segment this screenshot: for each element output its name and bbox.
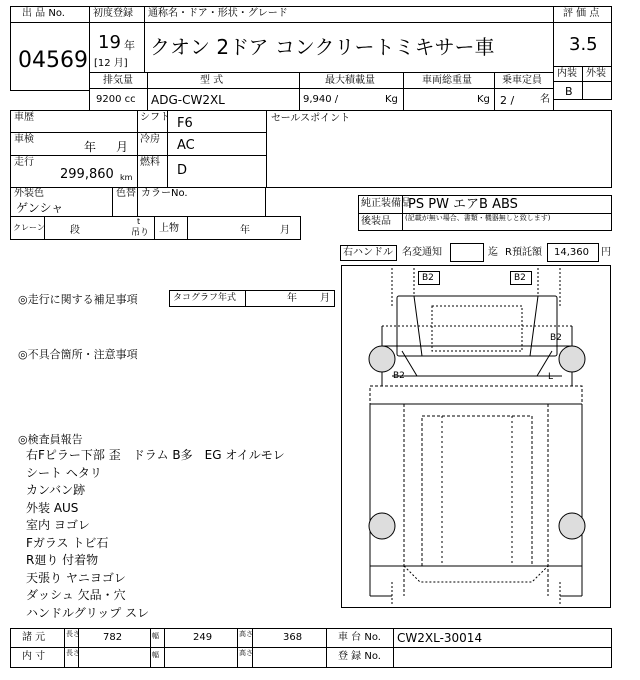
- mark-b2-left-side: B2: [393, 371, 405, 381]
- gross-unit: Kg: [477, 94, 490, 105]
- body-year: 年: [240, 225, 250, 236]
- body-month: 月: [280, 225, 290, 236]
- max-load-unit: Kg: [385, 94, 398, 105]
- interior-label: 内装: [557, 68, 577, 79]
- crane-ton: t: [137, 217, 141, 226]
- interior-grade: B: [565, 85, 573, 98]
- defect-notes-label: ◎不具合箇所・注意事項: [18, 348, 138, 361]
- report-line: 室内 ヨゴレ: [26, 518, 90, 532]
- dims-label: 諸 元: [22, 632, 46, 643]
- crane-stage: 段: [70, 225, 80, 236]
- mileage-value: 299,860: [60, 167, 114, 182]
- equipment-value: PS PW エアB ABS: [408, 197, 518, 212]
- history-label: 車歴: [14, 112, 34, 123]
- inspection-label: 車検: [14, 134, 34, 145]
- report-line: ハンドルグリップ スレ: [26, 605, 150, 620]
- report-line: カンバン跡: [26, 483, 86, 497]
- capacity-value: 2 /: [500, 94, 515, 107]
- reg-no-label: 登 録 No.: [338, 651, 381, 662]
- max-load-value: 9,940 /: [303, 94, 339, 105]
- mark-b2-front-right: B2: [510, 271, 532, 285]
- mark-b2-right-side: B2: [550, 333, 562, 343]
- model-label: 型 式: [200, 75, 224, 86]
- report-line: 右Fピラー下部 歪 ドラム B多 EG オイルモレ: [26, 448, 285, 462]
- truck-outline: [342, 266, 610, 607]
- inner-height-label: 高さ: [239, 649, 253, 657]
- displacement-label: 排気量: [103, 75, 133, 86]
- length-label: 長さ: [66, 630, 80, 638]
- color-label: 外装色: [14, 188, 44, 199]
- footer-table: [10, 628, 612, 668]
- body-label: 上物: [159, 223, 179, 234]
- rename-label: 名変通知: [402, 247, 442, 258]
- aftermarket-label: 後装品: [361, 216, 391, 227]
- handle-value: 右ハンドル: [343, 247, 393, 258]
- r-deposit-unit: 円: [601, 247, 611, 258]
- equipment-label: 純正装備品: [361, 198, 411, 209]
- capacity-label: 乗車定員: [502, 75, 542, 86]
- aftermarket-note: (記載が無い場合、書類・機器無しと致します): [405, 214, 551, 222]
- color-change-label: 色替: [116, 188, 136, 199]
- shift-label: シフト: [140, 112, 170, 123]
- capacity-unit: 名: [540, 94, 550, 105]
- color-value: ゲンシャ: [16, 201, 64, 215]
- tachograph-label: タコグラフ年式: [173, 293, 237, 303]
- reg-year: 19: [98, 32, 121, 53]
- max-load-label: 最大積載量: [325, 75, 375, 86]
- cooler-label: 冷房: [140, 134, 160, 145]
- rename-box: [450, 243, 484, 262]
- inner-dims-label: 内 寸: [22, 651, 46, 662]
- displacement-value: 9200 cc: [96, 94, 136, 105]
- car-name: クオン 2ドア コンクリートミキサー車: [150, 35, 495, 59]
- score-label: 評 価 点: [563, 8, 600, 19]
- shift-value: F6: [177, 116, 193, 131]
- vehicle-diagram: [341, 265, 611, 608]
- crane-row: [10, 216, 301, 240]
- report-line: Fガラス トビ石: [26, 535, 109, 550]
- crane-lift: 吊り: [131, 228, 150, 238]
- driving-notes-label: ◎走行に関する補足事項: [18, 293, 138, 306]
- inner-length-label: 長さ: [66, 649, 80, 657]
- model-value: ADG-CW2XL: [151, 93, 225, 107]
- deadline-label: 迄: [488, 247, 498, 258]
- report-line: R廻り 付着物: [26, 553, 99, 567]
- length-value: 782: [103, 632, 123, 643]
- color-code-label: カラーNo.: [141, 188, 188, 199]
- inspection-year: 年: [84, 140, 97, 154]
- lot-number: 04569: [18, 48, 88, 73]
- car-name-label: 通称名・ドア・形状・グレード: [148, 8, 288, 19]
- inner-width-label: 幅: [152, 651, 159, 659]
- crane-label: クレーン: [13, 223, 45, 232]
- report-line: ダッシュ 欠品・穴: [26, 588, 126, 602]
- r-deposit-value: 14,360: [554, 247, 589, 258]
- chassis-value: CW2XL-30014: [397, 631, 483, 645]
- report-line: 天張り ヤニヨゴレ: [26, 570, 126, 585]
- mileage-unit: km: [120, 173, 133, 182]
- gross-label: 車両総重量: [422, 75, 472, 86]
- r-deposit-label: R預託額: [505, 247, 542, 258]
- mark-l-right: L: [548, 372, 554, 382]
- tachograph-year: 年: [287, 293, 297, 304]
- width-label: 幅: [152, 632, 159, 640]
- report-line: シート ヘタリ: [26, 465, 102, 480]
- inspection-month: 月: [116, 140, 129, 154]
- mark-b2-front-left: B2: [418, 271, 440, 285]
- fuel-value: D: [177, 163, 188, 178]
- tachograph-month: 月: [320, 293, 330, 304]
- mileage-label: 走行: [14, 157, 34, 168]
- inspector-report-lines: [26, 449, 336, 629]
- inspector-report-label: ◎検査員報告: [18, 433, 83, 446]
- reg-month: [12 月]: [94, 58, 128, 69]
- width-value: 249: [193, 632, 213, 643]
- exterior-label: 外装: [586, 68, 606, 79]
- cooler-value: AC: [177, 138, 195, 153]
- chassis-label: 車 台 No.: [338, 632, 381, 643]
- score-value: 3.5: [569, 34, 598, 55]
- sales-point-label: セールスポイント: [271, 113, 351, 124]
- height-value: 368: [283, 632, 303, 643]
- report-line: 外装 AUS: [26, 500, 79, 515]
- reg-year-unit: 年: [124, 39, 135, 52]
- height-label: 高さ: [239, 630, 253, 638]
- lot-label: 出 品 No.: [22, 8, 65, 19]
- fuel-label: 燃料: [140, 157, 160, 168]
- first-reg-label: 初度登録: [93, 8, 133, 19]
